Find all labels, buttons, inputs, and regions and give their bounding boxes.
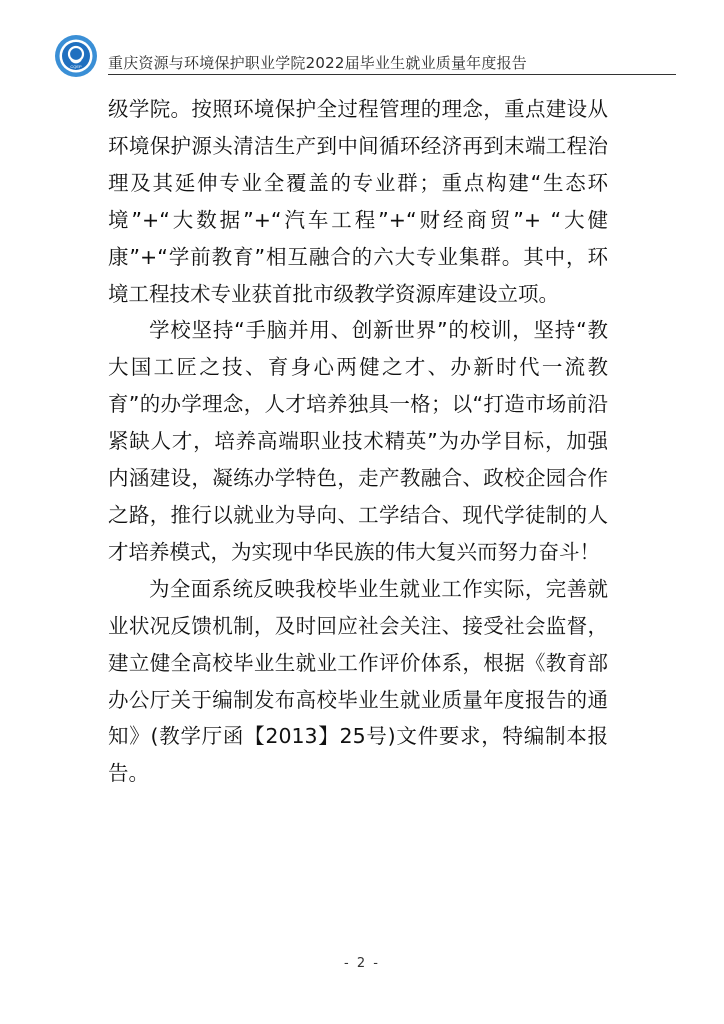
report-header-title: 重庆资源与环境保护职业学院2022届毕业生就业质量年度报告 xyxy=(108,54,527,72)
document-body xyxy=(108,91,608,792)
logo-text: CQEP xyxy=(70,64,82,69)
paragraph-school-motto: 学校坚持“手脑并用、创新世界”的校训，坚持“教大国工匠之技、育身心两健之才、办新时代一流教育”的办学理念，人才培养独具一格；以“打造市场前沿紧缺人才，培养高端职业技术精英”为办学目标，加强内涵建设，凝练办学特色，走产教融合、政校企园合作之路，推行以就业为导向、工学结合、现代学徒制的人才培养模式，为实现中华民族的伟大复兴而努力奋斗！ xyxy=(108,318,608,564)
college-logo-icon xyxy=(54,34,98,78)
paragraph-report-purpose: 为全面系统反映我校毕业生就业工作实际，完善就业状况反馈机制，及时回应社会关注、接受社会监督，建立健全高校毕业生就业工作评价体系，根据《教育部办公厅关于编制发布高校毕业生就业质量年度报告的通知》(教学厅函【2013】25号)文件要求，特编制本报告。 xyxy=(108,576,608,786)
page-number: - 2 - xyxy=(344,956,380,971)
header-divider xyxy=(108,74,676,75)
paragraph-continuation: 级学院。按照环境保护全过程管理的理念，重点建设从环境保护源头清洁生产到中间循环经济再到末端工程治理及其延伸专业全覆盖的专业群；重点构建“生态环境”+“大数据”+“汽车工程”+“财经商贸”+ “大健康”+“学前教育”相互融合的六大专业集群。其中，环境工程技术专业获首批市级教学资源库建设立项。 xyxy=(108,97,608,306)
page-header xyxy=(52,30,676,82)
